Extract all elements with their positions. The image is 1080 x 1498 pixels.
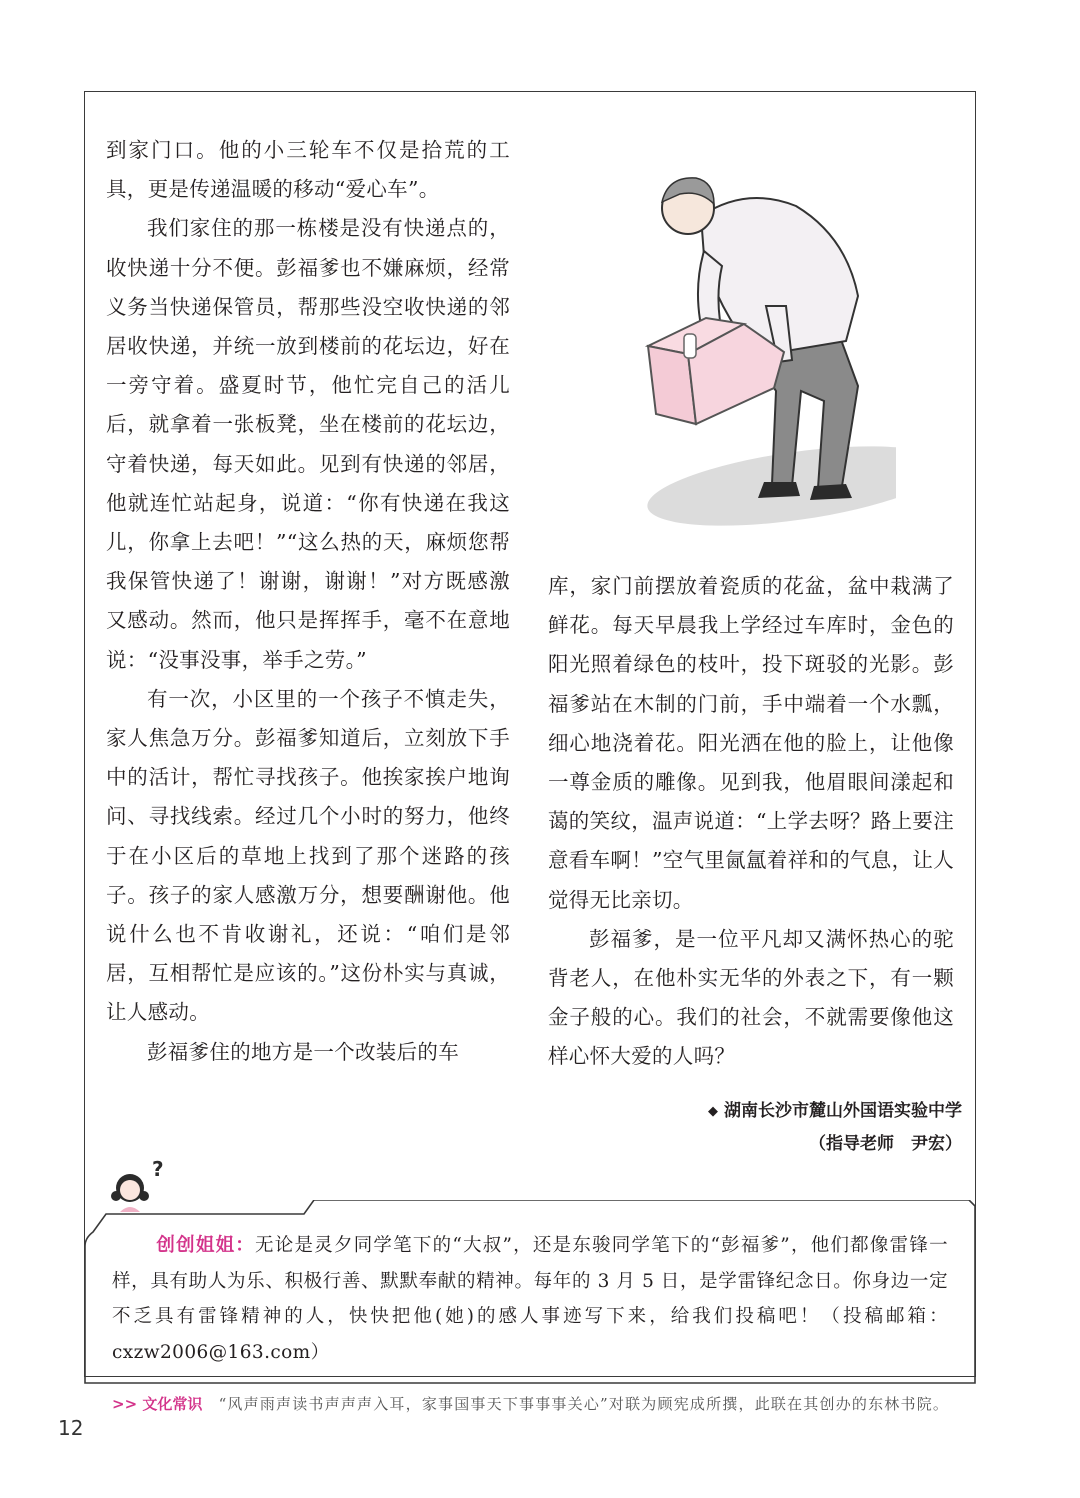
editor-note: [112, 1228, 948, 1370]
article-right-column: [548, 567, 954, 1077]
school-name: 湖南长沙市麓山外国语实验中学: [724, 1101, 962, 1121]
paragraph: 彭福爹，是一位平凡却又满怀热心的驼背老人，在他朴实无华的外表之下，有一颗金子般的心。我们的社会，不就需要像他这样心怀大爱的人吗？: [548, 926, 954, 1069]
author-byline: [708, 1095, 962, 1160]
teacher-name: （指导老师 尹宏）: [809, 1134, 962, 1154]
article-left-column: [106, 131, 510, 1072]
culture-footnote: [112, 1392, 972, 1416]
footnote-label: >> 文化常识: [112, 1395, 203, 1413]
paragraph: 库，家门前摆放着瓷质的花盆，盆中栽满了鲜花。每天早晨我上学经过车库时，金色的阳光照着绿色的枝叶，投下斑驳的光影。彭福爹站在木制的门前，手中端着一个水瓢，细心地浇着花。阳光洒在他的脸上，让他像一尊金质的雕像。见到我，他眉眼间漾起和蔼的笑纹，温声说道：“上学去呀？路上要注意看车啊！”空气里氤氲着祥和的气息，让人觉得无比亲切。: [548, 574, 954, 912]
paragraph: 彭福爹住的地方是一个改装后的车: [147, 1039, 459, 1064]
paragraph: 我们家住的那一栋楼是没有快递点的，收快递十分不便。彭福爹也不嫌麻烦，经常义务当快递保管员，帮那些没空收快递的邻居收快递，并统一放到楼前的花坛边，好在一旁守着。盛夏时节，他忙完自己的活儿后，就拿着一张板凳，坐在楼前的花坛边，守着快递，每天如此。见到有快递的邻居，他就连忙站起身，说道：“你有快递在我这儿，你拿上去吧！”“这么热的天，麻烦您帮我保管快递了！谢谢，谢谢！”对方既感激又感动。然而，他只是挥挥手，毫不在意地说：“没事没事，举手之劳。”: [106, 216, 510, 672]
svg-text:?: ?: [152, 1157, 164, 1181]
page-number: 12: [58, 1416, 84, 1440]
note-body: 无论是灵夕同学笔下的“大叔”，还是东骏同学笔下的“彭福爹”，他们都像雷锋一样，具有助人为乐、积极行善、默默奉献的精神。每年的 3 月 5 日，是学雷锋纪念日。你身边一定不乏具有雷锋精神的人，快快把他(她)的感人事迹写下来，给我们投稿吧！（投稿邮箱：cxzw2006@163.com）: [112, 1235, 948, 1363]
bottle: [684, 334, 696, 358]
note-label: 创创姐姐：: [156, 1235, 256, 1256]
paragraph: 有一次，小区里的一个孩子不慎走失，家人焦急万分。彭福爹知道后，立刻放下手中的活计，帮忙寻找孩子。他挨家挨户地询问、寻找线索。经过几个小时的努力，他终于在小区后的草地上找到了那个迷路的孩子。孩子的家人感激万分，想要酬谢他。他说什么也不肯收谢礼，还说：“咱们是邻居，互相帮忙是应该的。”这份朴实与真诚，让人感动。: [106, 686, 510, 1025]
footnote-text: “风声雨声读书声声声入耳，家事国事天下事事事关心”对联为顾宪成所撰，此联在其创办的东林书院。: [218, 1395, 950, 1413]
diamond-icon: ◆: [708, 1104, 718, 1119]
paragraph: 到家门口。他的小三轮车不仅是拾荒的工具，更是传递温暖的移动“爱心车”。: [106, 138, 510, 202]
old-man-illustration: [596, 156, 896, 548]
cartoon-girl-icon: [110, 1156, 172, 1214]
